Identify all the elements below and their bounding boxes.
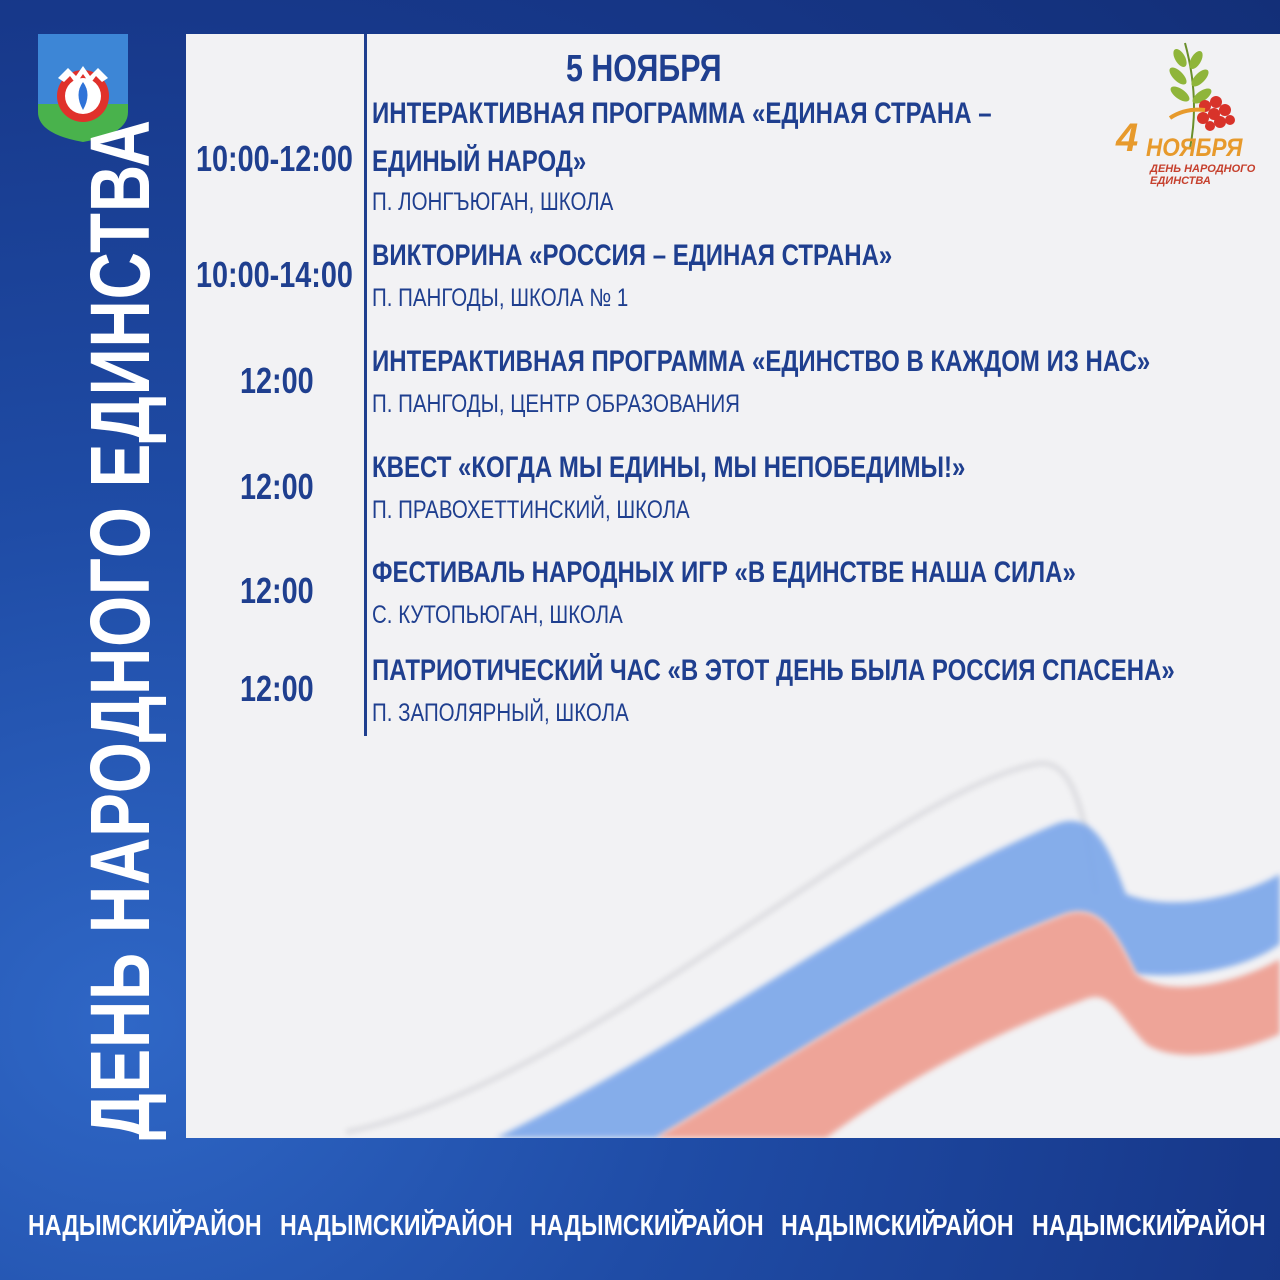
footer-word: НАДЫМСКИЙ xyxy=(28,1210,186,1242)
timeline-divider xyxy=(364,34,367,736)
event-place: П. ЛОНГЪЮГАН, ШКОЛА xyxy=(372,188,614,216)
event-place: П. ПРАВОХЕТТИНСКИЙ, ШКОЛА xyxy=(372,496,690,524)
event-title: ПАТРИОТИЧЕСКИЙ ЧАС «В ЭТОТ ДЕНЬ БЫЛА РОССИЯ СПАСЕНА» xyxy=(372,654,1175,687)
footer-word: РАЙОН xyxy=(431,1210,513,1242)
footer-word: НАДЫМСКИЙ xyxy=(1032,1210,1190,1242)
footer-district-strip xyxy=(0,1210,1280,1250)
footer-word: РАЙОН xyxy=(932,1210,1014,1242)
date-header: 5 НОЯБРЯ xyxy=(566,48,722,90)
event-time: 12:00 xyxy=(240,360,314,401)
event-title: ЕДИНЫЙ НАРОД» xyxy=(372,145,587,178)
event-time: 12:00 xyxy=(240,668,314,709)
event-title: ФЕСТИВАЛЬ НАРОДНЫХ ИГР «В ЕДИНСТВЕ НАША СИЛА» xyxy=(372,556,1076,589)
footer-word: РАЙОН xyxy=(1184,1210,1266,1242)
event-place: П. ЗАПОЛЯРНЫЙ, ШКОЛА xyxy=(372,699,629,727)
footer-word: НАДЫМСКИЙ xyxy=(781,1210,939,1242)
holiday-logo-word: НОЯБРЯ xyxy=(1146,134,1243,162)
footer-word: НАДЫМСКИЙ xyxy=(280,1210,438,1242)
event-title: ВИКТОРИНА «РОССИЯ – ЕДИНАЯ СТРАНА» xyxy=(372,239,893,272)
event-title: ИНТЕРАКТИВНАЯ ПРОГРАММА «ЕДИНАЯ СТРАНА – xyxy=(372,97,992,130)
event-time: 10:00-14:00 xyxy=(196,254,353,295)
event-time: 12:00 xyxy=(240,570,314,611)
event-time: 10:00-12:00 xyxy=(196,138,353,179)
event-title: ИНТЕРАКТИВНАЯ ПРОГРАММА «ЕДИНСТВО В КАЖДОМ ИЗ НАС» xyxy=(372,345,1151,378)
holiday-logo-number: 4 xyxy=(1116,116,1139,160)
holiday-logo-subtitle: ДЕНЬ НАРОДНОГО ЕДИНСТВА xyxy=(1150,163,1256,187)
side-title: ДЕНЬ НАРОДНОГО ЕДИНСТВА xyxy=(73,119,167,1141)
footer-word: РАЙОН xyxy=(180,1210,262,1242)
footer-word: РАЙОН xyxy=(682,1210,764,1242)
footer-word: НАДЫМСКИЙ xyxy=(530,1210,688,1242)
event-place: П. ПАНГОДЫ, ШКОЛА № 1 xyxy=(372,284,629,312)
event-place: П. ПАНГОДЫ, ЦЕНТР ОБРАЗОВАНИЯ xyxy=(372,390,741,418)
event-title: КВЕСТ «КОГДА МЫ ЕДИНЫ, МЫ НЕПОБЕДИМЫ!» xyxy=(372,451,966,484)
event-place: С. КУТОПЬЮГАН, ШКОЛА xyxy=(372,601,623,629)
event-time: 12:00 xyxy=(240,466,314,507)
